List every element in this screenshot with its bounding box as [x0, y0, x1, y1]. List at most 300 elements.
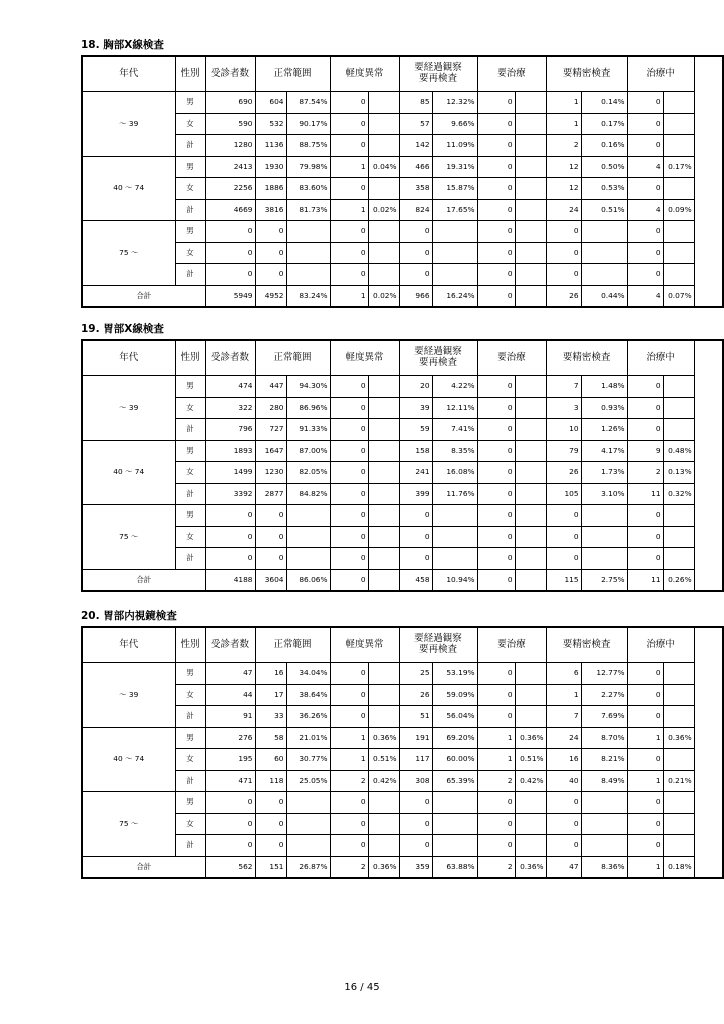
- obs-percent: [432, 548, 477, 570]
- tr-percent: [515, 813, 546, 835]
- obs-count: 117: [399, 749, 432, 771]
- table-row: [82, 835, 723, 857]
- obs-count: 158: [399, 440, 432, 462]
- col-header-under-treatment: 治療中: [627, 56, 694, 92]
- obs-count: 241: [399, 462, 432, 484]
- det-count: 6: [546, 663, 581, 685]
- mild-count: 0: [330, 242, 368, 264]
- total-label: 合計: [82, 569, 205, 591]
- sex-label: 計: [175, 548, 205, 570]
- mild-count: 1: [330, 749, 368, 771]
- det-percent: 3.10%: [581, 483, 627, 505]
- mild-count: 0: [330, 835, 368, 857]
- det-count: 79: [546, 440, 581, 462]
- obs-percent: 59.09%: [432, 684, 477, 706]
- normal-percent: 87.54%: [286, 92, 330, 114]
- tr-count: 0: [477, 178, 515, 200]
- det-percent: 0.16%: [581, 135, 627, 157]
- ut-count: 11: [627, 483, 663, 505]
- ut-count: 0: [627, 242, 663, 264]
- mild-percent: [368, 548, 399, 570]
- sex-label: 女: [175, 113, 205, 135]
- total-obs-count: 966: [399, 285, 432, 307]
- tr-percent: 0.42%: [515, 770, 546, 792]
- normal-percent: [286, 548, 330, 570]
- total-examinee-count: 5949: [205, 285, 255, 307]
- examinee-count: 0: [205, 242, 255, 264]
- tr-percent: 0.36%: [515, 727, 546, 749]
- col-header-mild: 軽度異常: [330, 627, 399, 663]
- total-tr-percent: 0.36%: [515, 856, 546, 878]
- obs-count: 0: [399, 242, 432, 264]
- obs-count: 39: [399, 397, 432, 419]
- col-header-age: 年代: [82, 627, 175, 663]
- ut-count: 0: [627, 505, 663, 527]
- examinee-count: 1499: [205, 462, 255, 484]
- tr-percent: [515, 706, 546, 728]
- ut-count: 1: [627, 770, 663, 792]
- mild-count: 0: [330, 813, 368, 835]
- sex-label: 女: [175, 526, 205, 548]
- normal-percent: 79.98%: [286, 156, 330, 178]
- normal-count: 0: [255, 505, 286, 527]
- obs-percent: 65.39%: [432, 770, 477, 792]
- normal-percent: 83.60%: [286, 178, 330, 200]
- ut-percent: 0.17%: [663, 156, 694, 178]
- table-row: [82, 242, 723, 264]
- total-normal-percent: 83.24%: [286, 285, 330, 307]
- ut-count: 0: [627, 792, 663, 814]
- tr-percent: [515, 156, 546, 178]
- table-row: [82, 199, 723, 221]
- tr-count: 0: [477, 376, 515, 398]
- normal-count: 60: [255, 749, 286, 771]
- det-percent: 1.26%: [581, 419, 627, 441]
- det-count: 0: [546, 835, 581, 857]
- examinee-count: 2256: [205, 178, 255, 200]
- mild-percent: [368, 113, 399, 135]
- table-row: [82, 221, 723, 243]
- total-mild-percent: [368, 569, 399, 591]
- det-percent: 1.73%: [581, 462, 627, 484]
- obs-count: 0: [399, 526, 432, 548]
- normal-count: 0: [255, 792, 286, 814]
- obs-percent: [432, 835, 477, 857]
- det-count: 1: [546, 684, 581, 706]
- obs-count: 824: [399, 199, 432, 221]
- obs-count: 57: [399, 113, 432, 135]
- normal-count: 0: [255, 813, 286, 835]
- tr-percent: [515, 684, 546, 706]
- ut-percent: [663, 526, 694, 548]
- normal-percent: [286, 526, 330, 548]
- obs-percent: 56.04%: [432, 706, 477, 728]
- obs-percent: [432, 505, 477, 527]
- col-header-detailed: 要精密検査: [546, 340, 627, 376]
- mild-count: 1: [330, 199, 368, 221]
- det-count: 0: [546, 242, 581, 264]
- col-header-observe: [399, 56, 477, 92]
- table-row: [82, 135, 723, 157]
- normal-percent: [286, 835, 330, 857]
- mild-count: 0: [330, 419, 368, 441]
- ut-percent: [663, 813, 694, 835]
- normal-count: 447: [255, 376, 286, 398]
- ut-count: 0: [627, 684, 663, 706]
- det-count: 12: [546, 156, 581, 178]
- normal-count: 0: [255, 548, 286, 570]
- obs-count: 0: [399, 813, 432, 835]
- obs-count: 85: [399, 92, 432, 114]
- table-row: [82, 264, 723, 286]
- mild-percent: [368, 178, 399, 200]
- normal-count: 1930: [255, 156, 286, 178]
- mild-percent: 0.51%: [368, 749, 399, 771]
- section-title: 20. 胃部内視鏡検査: [81, 610, 177, 622]
- ut-percent: 0.36%: [663, 727, 694, 749]
- examinee-count: 1280: [205, 135, 255, 157]
- table-row: [82, 92, 723, 114]
- ut-count: 0: [627, 135, 663, 157]
- tr-percent: [515, 221, 546, 243]
- obs-count: 308: [399, 770, 432, 792]
- age-group-label: 75 ～: [82, 505, 175, 570]
- normal-count: 1230: [255, 462, 286, 484]
- ut-count: 0: [627, 526, 663, 548]
- normal-percent: 90.17%: [286, 113, 330, 135]
- obs-percent: 4.22%: [432, 376, 477, 398]
- sex-label: 計: [175, 264, 205, 286]
- col-header-treatment: 要治療: [477, 56, 546, 92]
- total-ut-percent: 0.26%: [663, 569, 694, 591]
- obs-percent: 12.32%: [432, 92, 477, 114]
- mild-percent: 0.02%: [368, 199, 399, 221]
- det-percent: [581, 813, 627, 835]
- obs-count: 0: [399, 792, 432, 814]
- det-count: 1: [546, 92, 581, 114]
- mild-percent: [368, 242, 399, 264]
- total-tr-percent: [515, 285, 546, 307]
- normal-percent: 87.00%: [286, 440, 330, 462]
- normal-percent: 38.64%: [286, 684, 330, 706]
- det-percent: 0.53%: [581, 178, 627, 200]
- ut-percent: 0.21%: [663, 770, 694, 792]
- det-percent: [581, 548, 627, 570]
- table-row: [82, 440, 723, 462]
- obs-percent: [432, 264, 477, 286]
- normal-percent: 91.33%: [286, 419, 330, 441]
- col-header-normal: 正常範囲: [255, 627, 330, 663]
- total-normal-percent: 86.06%: [286, 569, 330, 591]
- det-percent: 8.70%: [581, 727, 627, 749]
- ut-percent: [663, 505, 694, 527]
- col-header-age: 年代: [82, 340, 175, 376]
- examinee-count: 0: [205, 526, 255, 548]
- mild-count: 0: [330, 135, 368, 157]
- page-number: 16 / 45: [344, 982, 380, 993]
- sex-label: 女: [175, 813, 205, 835]
- ut-count: 0: [627, 749, 663, 771]
- normal-count: 1136: [255, 135, 286, 157]
- det-percent: [581, 835, 627, 857]
- examinee-count: 1893: [205, 440, 255, 462]
- total-ut-percent: 0.07%: [663, 285, 694, 307]
- age-group-label: 40 ～ 74: [82, 156, 175, 221]
- tr-percent: [515, 548, 546, 570]
- mild-percent: 0.42%: [368, 770, 399, 792]
- obs-percent: [432, 526, 477, 548]
- det-count: 0: [546, 548, 581, 570]
- table-row: [82, 462, 723, 484]
- obs-count: 142: [399, 135, 432, 157]
- total-tr-percent: [515, 569, 546, 591]
- examinee-count: 195: [205, 749, 255, 771]
- ut-percent: [663, 135, 694, 157]
- mild-percent: [368, 92, 399, 114]
- mild-count: 0: [330, 548, 368, 570]
- table-row: [82, 178, 723, 200]
- mild-count: 0: [330, 663, 368, 685]
- total-det-count: 115: [546, 569, 581, 591]
- ut-count: 0: [627, 706, 663, 728]
- ut-percent: [663, 397, 694, 419]
- tr-count: 0: [477, 397, 515, 419]
- tr-percent: [515, 419, 546, 441]
- ut-percent: [663, 835, 694, 857]
- tr-count: 0: [477, 221, 515, 243]
- obs-count: 51: [399, 706, 432, 728]
- obs-percent: 16.08%: [432, 462, 477, 484]
- normal-count: 727: [255, 419, 286, 441]
- mild-count: 0: [330, 178, 368, 200]
- total-det-count: 47: [546, 856, 581, 878]
- mild-percent: 0.04%: [368, 156, 399, 178]
- examinee-count: 0: [205, 505, 255, 527]
- det-count: 40: [546, 770, 581, 792]
- mild-percent: [368, 483, 399, 505]
- tr-count: 0: [477, 135, 515, 157]
- normal-count: 0: [255, 835, 286, 857]
- tr-percent: [515, 264, 546, 286]
- sex-label: 男: [175, 156, 205, 178]
- tr-percent: [515, 526, 546, 548]
- ut-count: 2: [627, 462, 663, 484]
- examinee-count: 0: [205, 792, 255, 814]
- age-group-label: ～ 39: [82, 376, 175, 441]
- sex-label: 計: [175, 483, 205, 505]
- tr-count: 2: [477, 770, 515, 792]
- obs-count: 0: [399, 548, 432, 570]
- age-group-label: 75 ～: [82, 221, 175, 286]
- col-header-observe: [399, 340, 477, 376]
- normal-percent: [286, 242, 330, 264]
- mild-percent: [368, 505, 399, 527]
- examinee-count: 2413: [205, 156, 255, 178]
- normal-count: 0: [255, 526, 286, 548]
- ut-count: 4: [627, 156, 663, 178]
- examinee-count: 471: [205, 770, 255, 792]
- normal-percent: 81.73%: [286, 199, 330, 221]
- total-obs-count: 359: [399, 856, 432, 878]
- obs-count: 466: [399, 156, 432, 178]
- normal-count: 58: [255, 727, 286, 749]
- col-header-observe-line2: 要再検査: [419, 357, 458, 368]
- mild-count: 0: [330, 684, 368, 706]
- obs-percent: 19.31%: [432, 156, 477, 178]
- examinee-count: 0: [205, 264, 255, 286]
- det-count: 0: [546, 813, 581, 835]
- tr-count: 0: [477, 706, 515, 728]
- mild-percent: [368, 706, 399, 728]
- total-ut-count: 11: [627, 569, 663, 591]
- table-row: [82, 727, 723, 749]
- det-percent: [581, 264, 627, 286]
- ut-percent: [663, 419, 694, 441]
- det-percent: [581, 505, 627, 527]
- col-header-sex: 性別: [175, 627, 205, 663]
- mild-count: 1: [330, 727, 368, 749]
- tr-percent: [515, 792, 546, 814]
- examinee-count: 0: [205, 221, 255, 243]
- tr-count: 0: [477, 264, 515, 286]
- ut-count: 0: [627, 264, 663, 286]
- normal-percent: 25.05%: [286, 770, 330, 792]
- ut-percent: 0.13%: [663, 462, 694, 484]
- det-percent: 0.51%: [581, 199, 627, 221]
- sex-label: 女: [175, 749, 205, 771]
- section-title: 19. 胃部X線検査: [81, 323, 164, 335]
- col-header-mild: 軽度異常: [330, 56, 399, 92]
- col-header-treatment: 要治療: [477, 627, 546, 663]
- ut-count: 0: [627, 376, 663, 398]
- mild-percent: [368, 440, 399, 462]
- table-row: [82, 113, 723, 135]
- det-count: 26: [546, 462, 581, 484]
- table-row: [82, 483, 723, 505]
- normal-count: 16: [255, 663, 286, 685]
- table-row: [82, 419, 723, 441]
- total-label: 合計: [82, 285, 205, 307]
- ut-percent: [663, 663, 694, 685]
- table-row: [82, 706, 723, 728]
- det-count: 24: [546, 199, 581, 221]
- normal-percent: 82.05%: [286, 462, 330, 484]
- total-obs-percent: 10.94%: [432, 569, 477, 591]
- det-count: 1: [546, 113, 581, 135]
- sex-label: 男: [175, 221, 205, 243]
- obs-count: 0: [399, 264, 432, 286]
- obs-percent: 69.20%: [432, 727, 477, 749]
- mild-count: 0: [330, 397, 368, 419]
- table-row: [82, 684, 723, 706]
- mild-percent: [368, 663, 399, 685]
- ut-count: 0: [627, 92, 663, 114]
- obs-percent: 17.65%: [432, 199, 477, 221]
- det-percent: [581, 242, 627, 264]
- normal-count: 0: [255, 221, 286, 243]
- tr-percent: [515, 113, 546, 135]
- total-normal-percent: 26.87%: [286, 856, 330, 878]
- total-tr-count: 0: [477, 285, 515, 307]
- normal-percent: 88.75%: [286, 135, 330, 157]
- mild-count: 0: [330, 221, 368, 243]
- sex-label: 男: [175, 376, 205, 398]
- normal-count: 604: [255, 92, 286, 114]
- examinee-count: 276: [205, 727, 255, 749]
- col-header-observe-line1: 要経過観察: [414, 62, 462, 74]
- tr-count: 0: [477, 835, 515, 857]
- table-row: [82, 770, 723, 792]
- total-row: [82, 569, 723, 591]
- col-header-under-treatment: 治療中: [627, 340, 694, 376]
- ut-percent: [663, 178, 694, 200]
- ut-percent: 0.09%: [663, 199, 694, 221]
- total-obs-count: 458: [399, 569, 432, 591]
- tr-percent: [515, 440, 546, 462]
- col-header-under-treatment: 治療中: [627, 627, 694, 663]
- ut-count: 0: [627, 663, 663, 685]
- ut-count: 0: [627, 113, 663, 135]
- mild-percent: [368, 221, 399, 243]
- sex-label: 計: [175, 835, 205, 857]
- age-group-label: ～ 39: [82, 663, 175, 728]
- total-tr-count: 2: [477, 856, 515, 878]
- mild-count: 0: [330, 483, 368, 505]
- table-row: [82, 526, 723, 548]
- section-title: 18. 胸部X線検査: [81, 39, 164, 51]
- ut-count: 0: [627, 221, 663, 243]
- tr-count: 0: [477, 242, 515, 264]
- tr-count: 0: [477, 92, 515, 114]
- tr-percent: [515, 663, 546, 685]
- obs-count: 25: [399, 663, 432, 685]
- mild-count: 0: [330, 113, 368, 135]
- ut-percent: [663, 548, 694, 570]
- normal-percent: [286, 813, 330, 835]
- table-row: [82, 548, 723, 570]
- mild-count: 0: [330, 376, 368, 398]
- det-count: 0: [546, 264, 581, 286]
- ut-count: 0: [627, 178, 663, 200]
- mild-percent: [368, 462, 399, 484]
- normal-count: 532: [255, 113, 286, 135]
- obs-count: 26: [399, 684, 432, 706]
- det-percent: [581, 526, 627, 548]
- normal-count: 3816: [255, 199, 286, 221]
- examinee-count: 3392: [205, 483, 255, 505]
- normal-count: 1886: [255, 178, 286, 200]
- sex-label: 計: [175, 199, 205, 221]
- ut-percent: [663, 221, 694, 243]
- tr-count: 0: [477, 684, 515, 706]
- mild-count: 0: [330, 462, 368, 484]
- det-count: 7: [546, 376, 581, 398]
- results-table: [81, 626, 724, 879]
- results-table: [81, 339, 724, 592]
- obs-count: 191: [399, 727, 432, 749]
- col-header-observe-line1: 要経過観察: [414, 346, 462, 358]
- normal-percent: 36.26%: [286, 706, 330, 728]
- age-group-label: 75 ～: [82, 792, 175, 857]
- sex-label: 女: [175, 178, 205, 200]
- obs-percent: 11.76%: [432, 483, 477, 505]
- normal-percent: [286, 792, 330, 814]
- det-percent: 8.21%: [581, 749, 627, 771]
- col-header-treatment: 要治療: [477, 340, 546, 376]
- tr-count: 0: [477, 419, 515, 441]
- det-count: 16: [546, 749, 581, 771]
- det-count: 0: [546, 221, 581, 243]
